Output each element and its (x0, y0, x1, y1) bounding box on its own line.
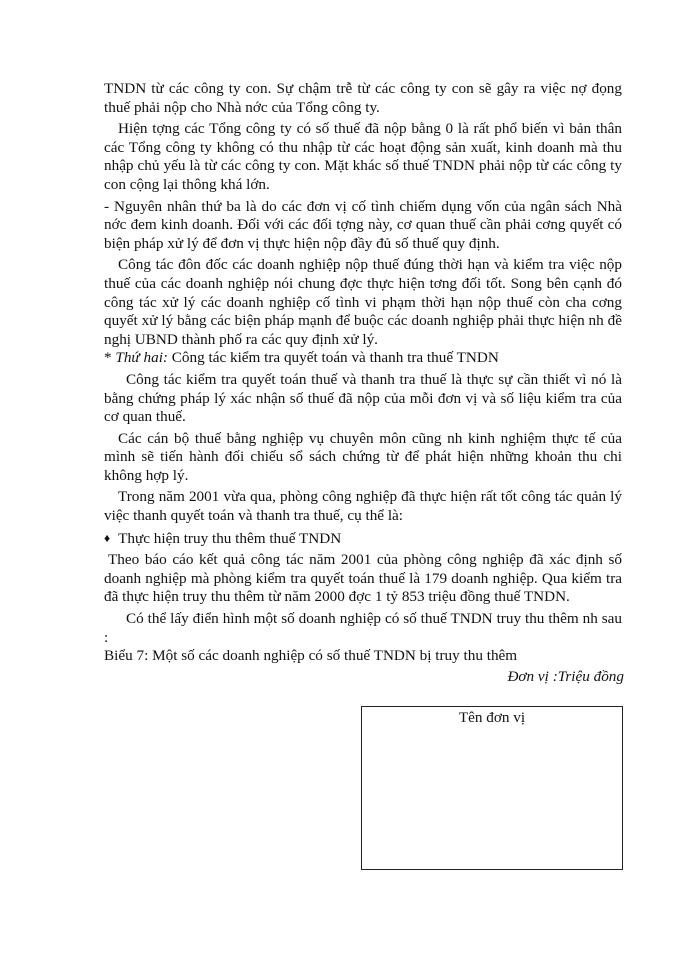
section-title: Công tác kiểm tra quyết toán và thanh tra thuế TNDN (167, 349, 499, 367)
section-label: Thứ hai: (115, 349, 168, 367)
section-heading-second (104, 349, 622, 368)
bullet-text: Thực hiện truy thu thêm thuế TNDN (118, 529, 342, 547)
table-caption: Biểu 7: Một số các doanh nghiệp có số thuế TNDN bị truy thu thêm (104, 647, 518, 665)
paragraph-tax-officers: Các cán bộ thuế bằng nghiệp vụ chuyên môn cũng nh kinh nghiệm thực tế của mình sẽ tiến hành đối chiếu sổ sách chứng từ để phát hiện những khoản thu chi không hợp lý. (104, 429, 622, 484)
paragraph-tax-collection: Công tác đôn đốc các doanh nghiệp nộp thuế đúng thời hạn và kiểm tra việc nộp thuế của các doanh nghiệp nói chung đợc thực hiện tơng đối tốt. Song bên cạnh đó công tác xử lý các doanh nghiệp cố tình vi phạm thời hạn nộp thuế còn cha cơng quyết xử lý bằng các biện pháp mạnh để buộc các doanh nghiệp phải thực hiện nh đề nghị UBND thành phố ra các quy định xử lý. (104, 256, 622, 348)
bullet-item-truy-thu (104, 530, 622, 549)
unit-label: Đơn vị :Triệu đồng (507, 667, 624, 685)
section-prefix: * (104, 349, 116, 367)
paragraph-debt-from-subsidiaries: TNDN từ các công ty con. Sự chậm trễ từ các công ty con sẽ gây ra việc nợ đọng thuế phải nộp cho Nhà nớc của Tổng công ty. (104, 80, 622, 116)
document-body (104, 80, 622, 686)
paragraph-year-2001: Trong năm 2001 vừa qua, phòng công nghiệp đã thực hiện rất tốt công tác quản lý việc thanh quyết toán và thanh tra thuế, cụ thể là: (104, 488, 622, 525)
table-header-company-name: Tên đơn vị (458, 709, 526, 726)
paragraph-third-reason: - Nguyên nhân thứ ba là do các đơn vị cố tình chiếm dụng vốn của ngân sách Nhà nớc đem kinh doanh. Đối với các đối tợng này, cơ quan thuế cần phải cơng quyết có biện pháp xử lý để đơn vị thực hiện nộp đầy đủ số thuế quy định. (104, 197, 622, 252)
paragraph-audit-importance: Công tác kiểm tra quyết toán thuế và thanh tra thuế là thực sự cần thiết vì nó là bằng chứng pháp lý xác nhận số thuế đã nộp của mỗi đơn vị và số liệu kiểm tra của cơ quan thuế. (104, 370, 622, 426)
paragraph-examples: Có thể lấy điển hình một số doanh nghiệp có số thuế TNDN truy thu thêm nh sau : (104, 610, 622, 646)
paragraph-report-results: Theo báo cáo kết quả công tác năm 2001 của phòng công nghiệp đã xác định số doanh nghiệp mà phòng kiểm tra quyết toán thuế là 179 doanh nghiệp. Qua kiểm tra đã thực hiện truy thu thêm từ năm 2000 đợc 1 tỷ 853 triệu đồng thuế TNDN. (104, 551, 622, 606)
diamond-bullet-icon: ♦ (104, 530, 111, 545)
paragraph-zero-tax-corporations: Hiện tợng các Tổng công ty có số thuế đã nộp bằng 0 là rất phổ biến vì bản thân các Tổng công ty không có thu nhập từ các hoạt động sản xuất, kinh doanh mà thu nhập chủ yếu là từ các công ty con. Mặt khác số thuế TNDN phải nộp từ các công ty con cộng lại thông khá lớn. (104, 120, 622, 193)
company-table (361, 706, 623, 870)
